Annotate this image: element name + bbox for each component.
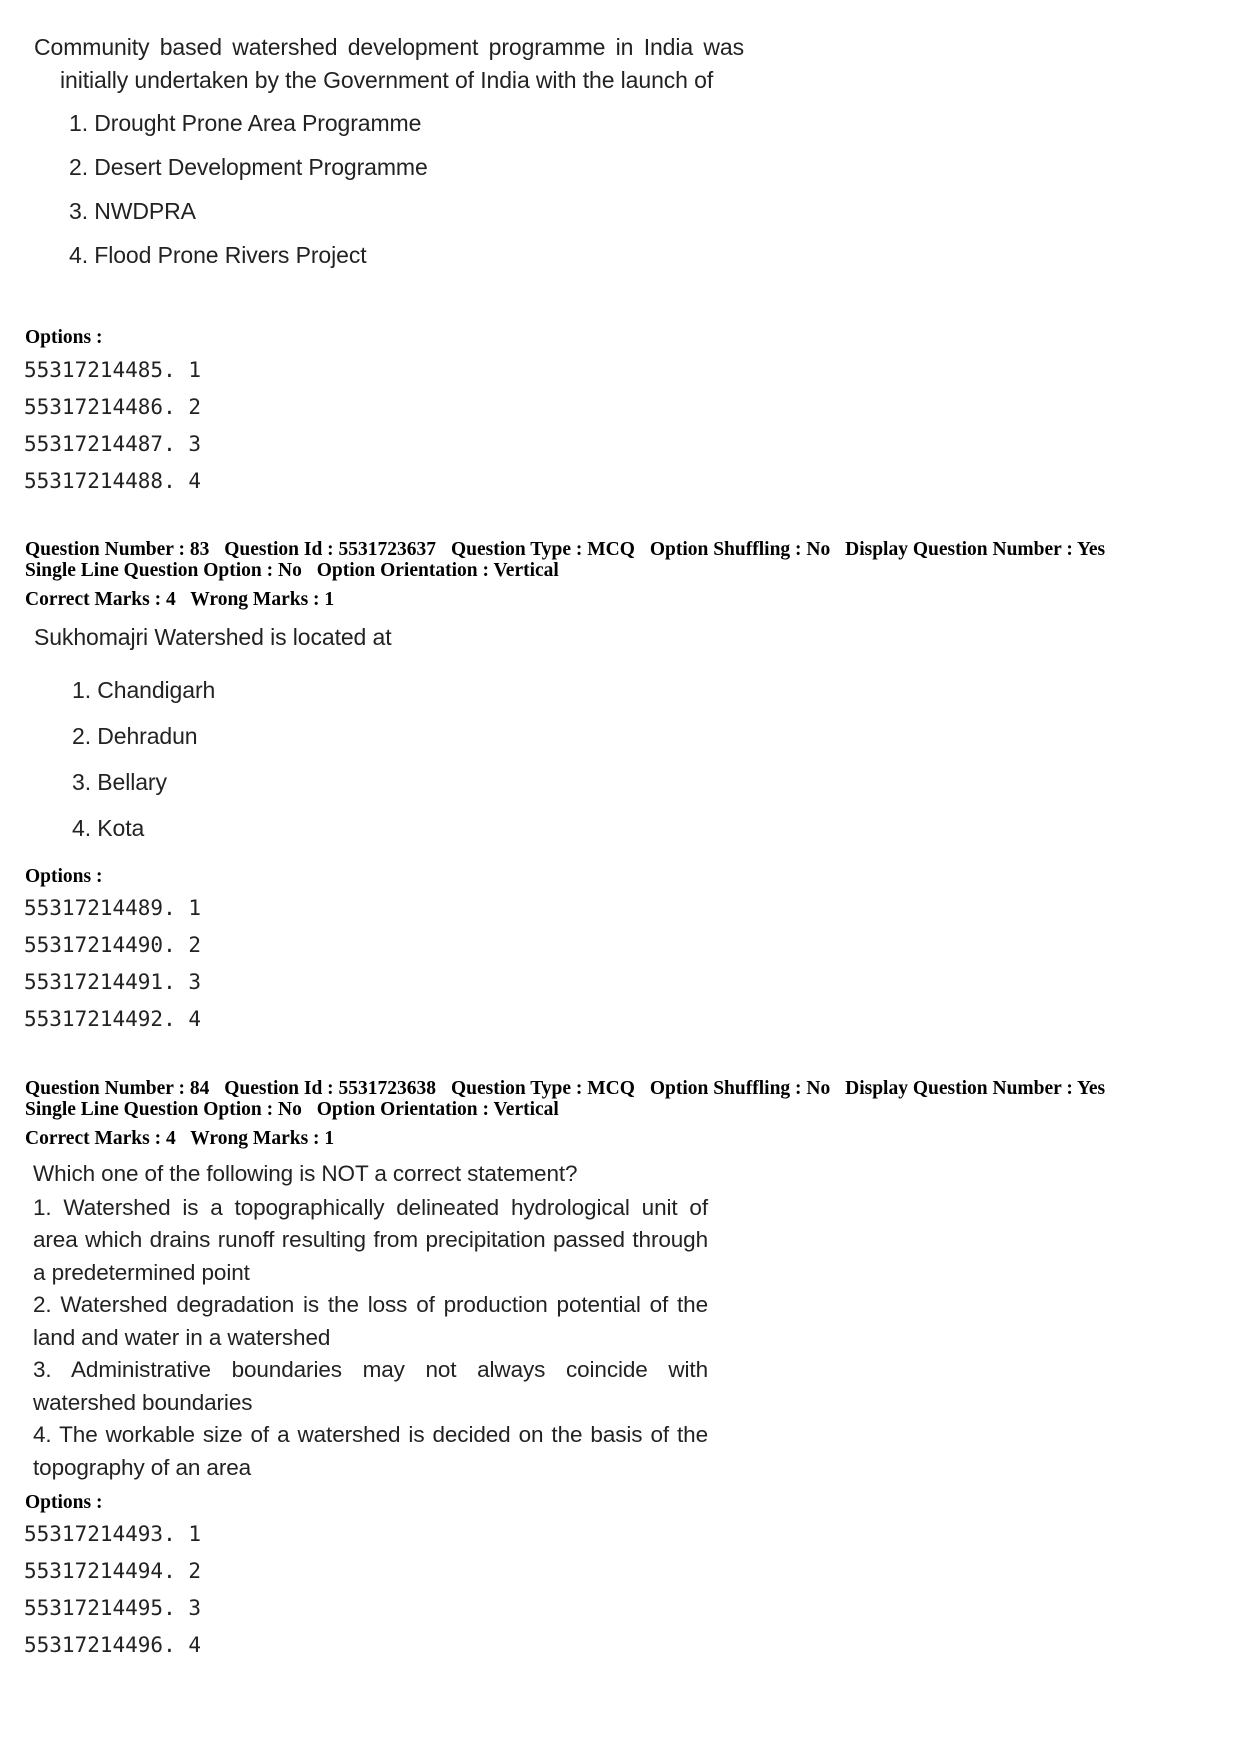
q83-question-type: Question Type : MCQ: [450, 539, 635, 560]
q82-choice-2: 2. Desert Development Programme: [69, 154, 428, 180]
q82-option-1[interactable]: 55317214485. 1: [24, 358, 202, 382]
q84-option-shuffling: Option Shuffling : No: [649, 1078, 831, 1099]
q84-option-4[interactable]: 55317214496. 4: [24, 1633, 202, 1657]
q83-option-orientation: Option Orientation : Vertical: [316, 560, 559, 581]
q83-correct-marks: Correct Marks : 4: [25, 589, 176, 610]
q84-choice-1: 1. Watershed is a topographically delineated hydrological unit of area which drains runoff resulting from precipitation passed through a predetermined point: [33, 1194, 708, 1285]
q82-question-image: [34, 31, 744, 277]
q82-options-list: [24, 352, 201, 500]
q83-meta: [25, 539, 1115, 610]
q84-question-number: Question Number : 84: [25, 1078, 210, 1099]
q82-stem: Community based watershed development programme in India was initially undertaken by the Government of India with the launch of: [34, 34, 744, 93]
q84-option-orientation: Option Orientation : Vertical: [316, 1099, 559, 1120]
q83-choice-2: 2. Dehradun: [72, 723, 198, 749]
q83-question-number: Question Number : 83: [25, 539, 210, 560]
q82-choice-1: 1. Drought Prone Area Programme: [69, 110, 422, 136]
q83-single-line-option: Single Line Question Option : No: [25, 560, 302, 581]
q82-choice-3: 3. NWDPRA: [69, 198, 196, 224]
q83-choice-4: 4. Kota: [72, 815, 145, 841]
q84-choice-4: 4. The workable size of a watershed is decided on the basis of the topography of an area: [33, 1422, 708, 1480]
q84-single-line-option: Single Line Question Option : No: [25, 1099, 302, 1120]
q84-options-list: [24, 1516, 201, 1664]
q83-meta-line2: [25, 560, 1115, 581]
q84-correct-marks: Correct Marks : 4: [25, 1128, 176, 1149]
q83-wrong-marks: Wrong Marks : 1: [190, 589, 335, 610]
q84-meta-line1: [25, 1078, 1115, 1099]
q83-option-shuffling: Option Shuffling : No: [649, 539, 831, 560]
q84-marks: [25, 1128, 1115, 1149]
q84-option-3[interactable]: 55317214495. 3: [24, 1596, 202, 1620]
q84-choice-3: 3. Administrative boundaries may not always coincide with watershed boundaries: [33, 1357, 708, 1415]
q83-meta-line1: [25, 539, 1115, 560]
q83-option-2[interactable]: 55317214490. 2: [24, 933, 202, 957]
q82-option-3[interactable]: 55317214487. 3: [24, 432, 202, 456]
q82-option-2[interactable]: 55317214486. 2: [24, 395, 202, 419]
q83-marks: [25, 589, 1115, 610]
q84-question-id: Question Id : 5531723638: [224, 1078, 437, 1099]
q84-display-question-number: Display Question Number : Yes: [845, 1078, 1106, 1099]
q83-stem: Sukhomajri Watershed is located at: [34, 624, 392, 650]
q83-choice-3: 3. Bellary: [72, 769, 167, 795]
q82-option-4[interactable]: 55317214488. 4: [24, 469, 202, 493]
q83-option-1[interactable]: 55317214489. 1: [24, 896, 202, 920]
q84-option-1[interactable]: 55317214493. 1: [24, 1522, 202, 1546]
q84-meta-line2: [25, 1099, 1115, 1120]
q84-meta: [25, 1078, 1115, 1149]
q84-options-label: Options :: [25, 1492, 103, 1513]
q83-choice-1: 1. Chandigarh: [72, 677, 216, 703]
q83-option-4[interactable]: 55317214492. 4: [24, 1007, 202, 1031]
q83-option-3[interactable]: 55317214491. 3: [24, 970, 202, 994]
q84-option-2[interactable]: 55317214494. 2: [24, 1559, 202, 1583]
q84-question-type: Question Type : MCQ: [450, 1078, 635, 1099]
q83-question-image: [34, 621, 734, 851]
q84-wrong-marks: Wrong Marks : 1: [190, 1128, 335, 1149]
q83-question-id: Question Id : 5531723637: [224, 539, 437, 560]
q83-options-list: [24, 890, 201, 1038]
q84-stem: Which one of the following is NOT a correct statement?: [33, 1161, 578, 1186]
q83-display-question-number: Display Question Number : Yes: [845, 539, 1106, 560]
q82-options-label: Options :: [25, 327, 103, 348]
q82-choice-4: 4. Flood Prone Rivers Project: [69, 242, 367, 268]
q84-question-image: [33, 1158, 708, 1484]
q83-options-label: Options :: [25, 866, 103, 887]
q84-choice-2: 2. Watershed degradation is the loss of production potential of the land and water in a watershed: [33, 1292, 708, 1350]
